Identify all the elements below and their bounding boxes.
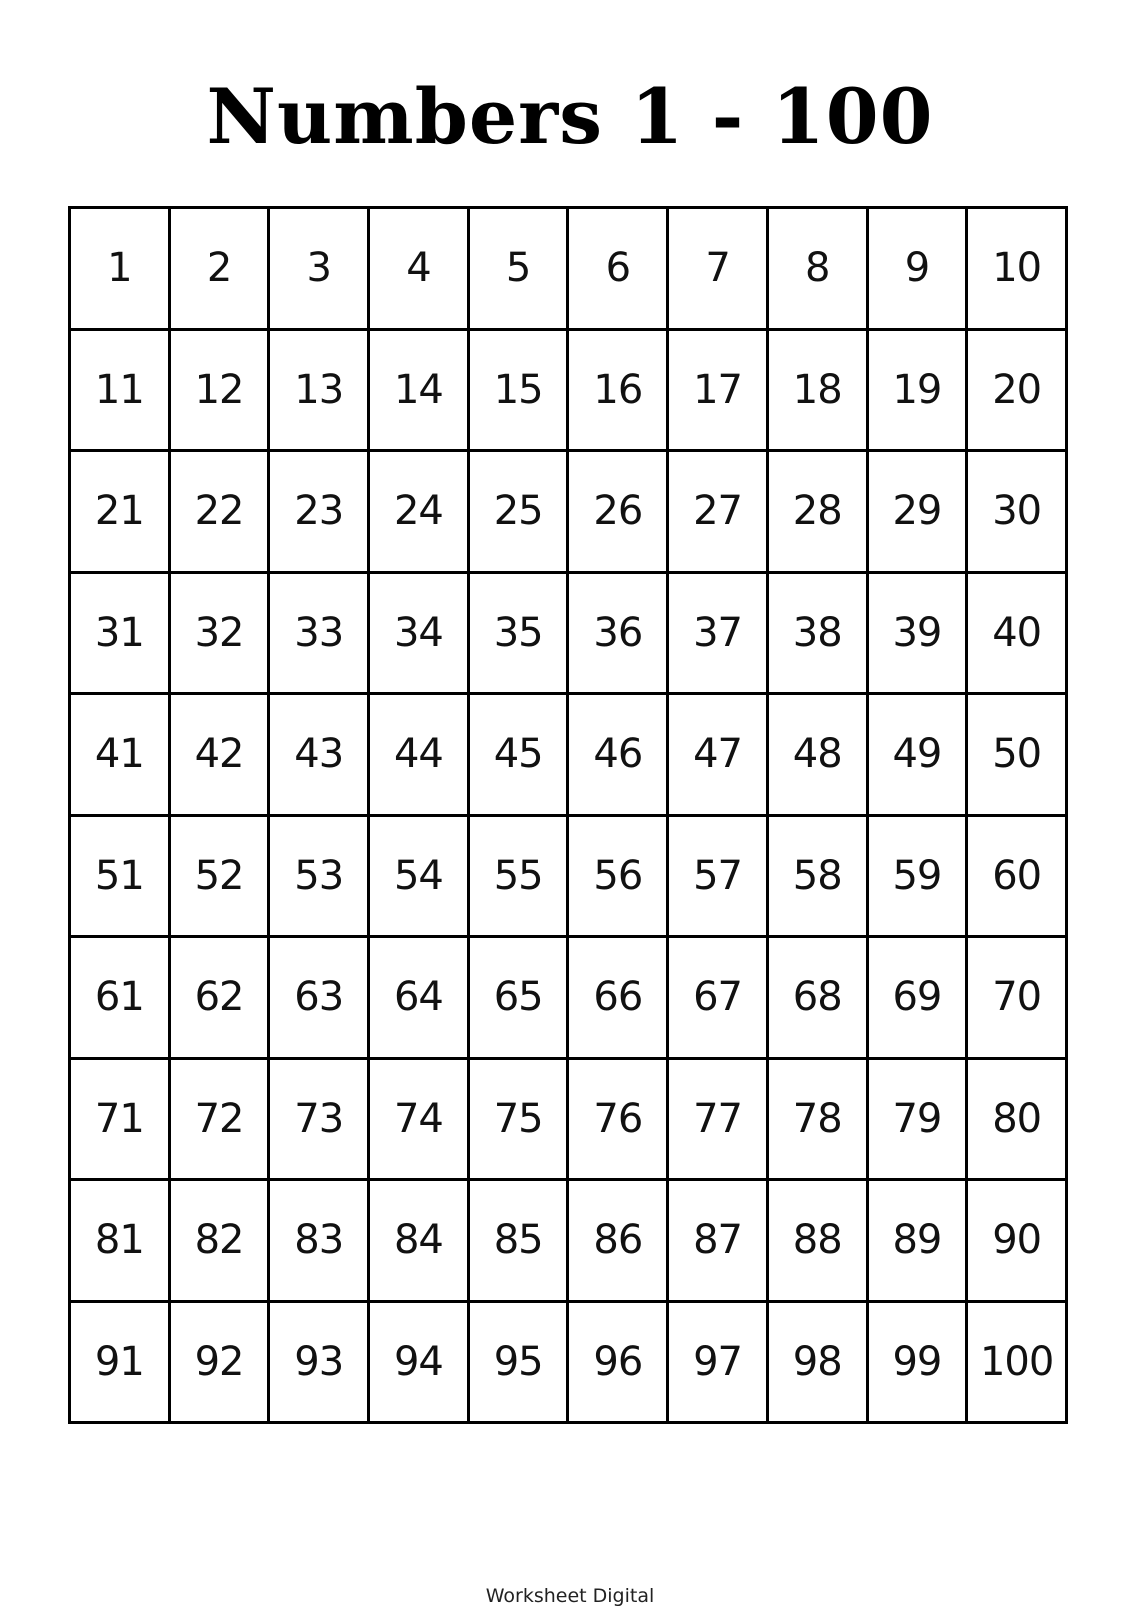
number-cell: 16 (569, 331, 669, 453)
number-cell: 96 (569, 1303, 669, 1425)
number-cell: 2 (171, 209, 271, 331)
number-cell: 93 (270, 1303, 370, 1425)
number-cell: 51 (71, 817, 171, 939)
number-cell: 57 (669, 817, 769, 939)
number-cell: 72 (171, 1060, 271, 1182)
number-cell: 67 (669, 938, 769, 1060)
number-cell: 36 (569, 574, 669, 696)
number-cell: 22 (171, 452, 271, 574)
number-cell: 30 (968, 452, 1068, 574)
number-cell: 53 (270, 817, 370, 939)
number-cell: 50 (968, 695, 1068, 817)
number-cell: 98 (769, 1303, 869, 1425)
number-cell: 32 (171, 574, 271, 696)
number-cell: 11 (71, 331, 171, 453)
number-cell: 64 (370, 938, 470, 1060)
number-cell: 54 (370, 817, 470, 939)
number-cell: 25 (470, 452, 570, 574)
number-cell: 20 (968, 331, 1068, 453)
number-cell: 26 (569, 452, 669, 574)
number-cell: 37 (669, 574, 769, 696)
number-cell: 89 (869, 1181, 969, 1303)
number-cell: 17 (669, 331, 769, 453)
number-cell: 75 (470, 1060, 570, 1182)
number-cell: 90 (968, 1181, 1068, 1303)
number-cell: 61 (71, 938, 171, 1060)
number-cell: 8 (769, 209, 869, 331)
number-cell: 68 (769, 938, 869, 1060)
number-cell: 62 (171, 938, 271, 1060)
number-cell: 63 (270, 938, 370, 1060)
number-cell: 21 (71, 452, 171, 574)
number-cell: 86 (569, 1181, 669, 1303)
number-cell: 39 (869, 574, 969, 696)
number-cell: 55 (470, 817, 570, 939)
number-cell: 74 (370, 1060, 470, 1182)
number-cell: 6 (569, 209, 669, 331)
number-cell: 76 (569, 1060, 669, 1182)
number-cell: 91 (71, 1303, 171, 1425)
number-grid (68, 206, 1068, 1424)
number-cell: 31 (71, 574, 171, 696)
number-cell: 85 (470, 1181, 570, 1303)
number-cell: 5 (470, 209, 570, 331)
number-cell: 10 (968, 209, 1068, 331)
number-cell: 48 (769, 695, 869, 817)
number-cell: 14 (370, 331, 470, 453)
number-cell: 88 (769, 1181, 869, 1303)
number-cell: 71 (71, 1060, 171, 1182)
number-cell: 83 (270, 1181, 370, 1303)
number-cell: 94 (370, 1303, 470, 1425)
number-cell: 49 (869, 695, 969, 817)
number-cell: 84 (370, 1181, 470, 1303)
number-cell: 44 (370, 695, 470, 817)
number-cell: 1 (71, 209, 171, 331)
number-cell: 3 (270, 209, 370, 331)
number-cell: 4 (370, 209, 470, 331)
number-cell: 45 (470, 695, 570, 817)
number-cell: 100 (968, 1303, 1068, 1425)
number-cell: 40 (968, 574, 1068, 696)
number-cell: 82 (171, 1181, 271, 1303)
number-cell: 65 (470, 938, 570, 1060)
number-cell: 19 (869, 331, 969, 453)
number-cell: 9 (869, 209, 969, 331)
number-cell: 79 (869, 1060, 969, 1182)
number-cell: 97 (669, 1303, 769, 1425)
number-cell: 59 (869, 817, 969, 939)
number-cell: 7 (669, 209, 769, 331)
number-cell: 41 (71, 695, 171, 817)
footer-credit: Worksheet Digital (485, 1585, 655, 1607)
number-cell: 18 (769, 331, 869, 453)
page-title: Numbers 1 - 100 (206, 72, 934, 161)
number-cell: 81 (71, 1181, 171, 1303)
number-cell: 58 (769, 817, 869, 939)
number-cell: 12 (171, 331, 271, 453)
number-cell: 73 (270, 1060, 370, 1182)
number-cell: 29 (869, 452, 969, 574)
number-cell: 80 (968, 1060, 1068, 1182)
number-cell: 28 (769, 452, 869, 574)
number-cell: 33 (270, 574, 370, 696)
number-cell: 38 (769, 574, 869, 696)
number-cell: 66 (569, 938, 669, 1060)
number-cell: 52 (171, 817, 271, 939)
number-cell: 42 (171, 695, 271, 817)
number-cell: 69 (869, 938, 969, 1060)
number-cell: 13 (270, 331, 370, 453)
number-cell: 27 (669, 452, 769, 574)
number-cell: 70 (968, 938, 1068, 1060)
number-cell: 43 (270, 695, 370, 817)
number-cell: 87 (669, 1181, 769, 1303)
number-cell: 99 (869, 1303, 969, 1425)
number-cell: 47 (669, 695, 769, 817)
number-cell: 78 (769, 1060, 869, 1182)
number-cell: 77 (669, 1060, 769, 1182)
number-cell: 56 (569, 817, 669, 939)
number-cell: 24 (370, 452, 470, 574)
number-cell: 34 (370, 574, 470, 696)
number-cell: 95 (470, 1303, 570, 1425)
number-cell: 46 (569, 695, 669, 817)
number-cell: 35 (470, 574, 570, 696)
number-cell: 23 (270, 452, 370, 574)
number-cell: 60 (968, 817, 1068, 939)
number-cell: 15 (470, 331, 570, 453)
number-cell: 92 (171, 1303, 271, 1425)
